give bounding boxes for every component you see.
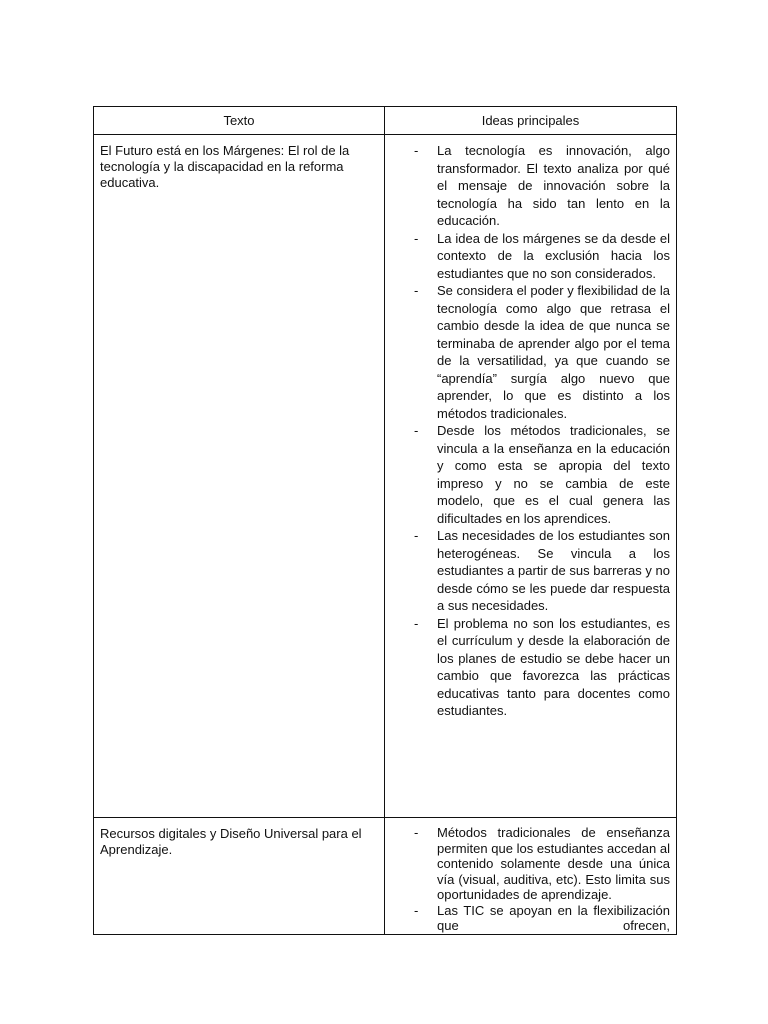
- texto-cell: [94, 135, 385, 818]
- idea-item: - Métodos tradicionales de enseñanza permiten que los estudiantes accedan al contenido solamente desde una única vía (visual, auditiva, etc). Esto limita sus oportunidades de aprendizaje.: [385, 825, 670, 903]
- idea-item: - La tecnología es innovación, algo transformador. El texto analiza por qué el mensaje de innovación sobre la tecnología ha sido tan lento en la educación.: [385, 142, 670, 230]
- table-row: [94, 818, 677, 935]
- idea-item: - Las necesidades de los estudiantes son heterogéneas. Se vincula a los estudiantes a partir de sus barreras y no desde cómo se les puede dar respuesta a sus necesidades.: [385, 527, 670, 615]
- summary-table: [93, 106, 677, 935]
- ideas-list: [385, 818, 676, 934]
- table-row: [94, 135, 677, 818]
- ideas-list: [385, 135, 676, 746]
- table-header-row: [94, 107, 677, 135]
- texto-title: El Futuro está en los Márgenes: El rol de la tecnología y la discapacidad en la reforma educativa.: [100, 143, 350, 190]
- texto-title: Recursos digitales y Diseño Universal para el Aprendizaje.: [100, 826, 362, 857]
- idea-item: - La idea de los márgenes se da desde el contexto de la exclusión hacia los estudiantes que no son considerados.: [385, 230, 670, 283]
- idea-item: - Se considera el poder y flexibilidad de la tecnología como algo que retrasa el cambio desde la idea de que nunca se terminaba de aprender algo por el tema de la versatilidad, ya que cuando se “aprendía” surgía algo nuevo que aprender, lo que es distinto a los métodos tradicionales.: [385, 282, 670, 422]
- idea-item: - El problema no son los estudiantes, es el currículum y desde la elaboración de los planes de estudio se debe hacer un cambio que favorezca las prácticas educativas tanto para docentes como estudiantes.: [385, 615, 670, 720]
- header-ideas-principales: Ideas principales: [385, 107, 677, 135]
- idea-item: - Desde los métodos tradicionales, se vincula a la enseñanza en la educación y como esta se apropia del texto impreso y no se cambia de este modelo, que es el cual genera las dificultades en los aprendices.: [385, 422, 670, 527]
- texto-cell: [94, 818, 385, 935]
- idea-item: - Las TIC se apoyan en la flexibilización que ofrecen,: [385, 903, 670, 934]
- ideas-cell: [385, 818, 677, 935]
- ideas-cell: [385, 135, 677, 818]
- header-texto: Texto: [94, 107, 385, 135]
